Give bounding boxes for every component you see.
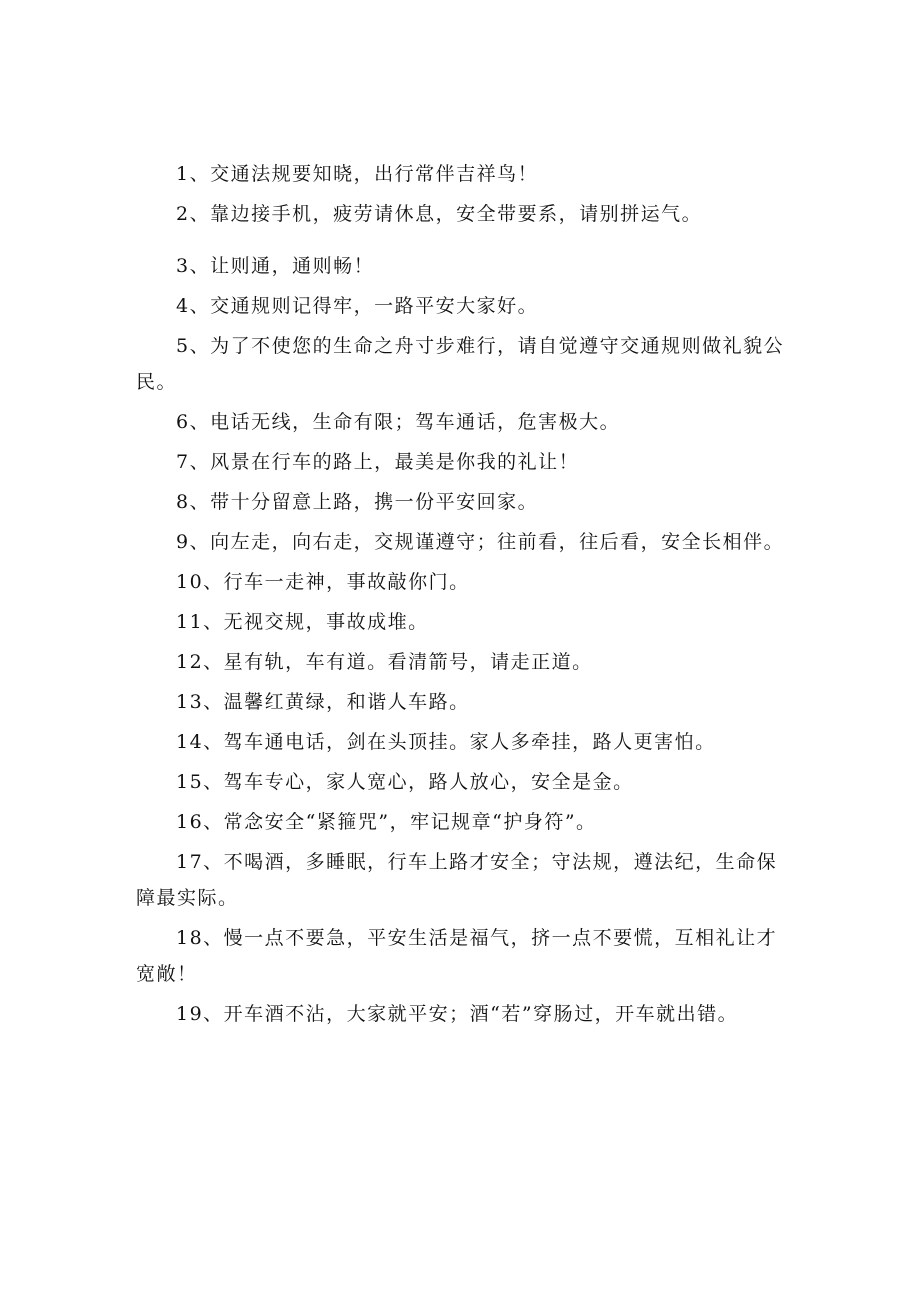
list-item: 3、让则通，通则畅！	[176, 255, 375, 277]
list-item: 8、带十分留意上路，携一份平安回家。	[176, 491, 539, 513]
list-item: 1、交通法规要知晓，出行常伴吉祥鸟！	[176, 163, 539, 185]
list-item: 13、温馨红黄绿，和谐人车路。	[176, 691, 470, 713]
list-item: 6、电话无线，生命有限；驾车通话，危害极大。	[176, 411, 621, 433]
list-item: 7、风景在行车的路上，最美是你我的礼让！	[176, 451, 580, 473]
list-item: 4、交通规则记得牢，一路平安大家好。	[176, 295, 539, 317]
list-item: 5、为了不使您的生命之舟寸步难行，请自觉遵守交通规则做礼貌公民。	[136, 335, 785, 393]
list-item: 11、无视交规，事故成堆。	[176, 611, 429, 633]
list-item: 18、慢一点不要急，平安生活是福气，挤一点不要慌，互相礼让才宽敞！	[136, 927, 778, 985]
list-item: 16、常念安全“紧箍咒”，牢记规章“护身符”。	[176, 811, 597, 833]
list-item: 12、星有轨，车有道。看清箭号，请走正道。	[176, 651, 593, 673]
list-item: 15、驾车专心，家人宽心，路人放心，安全是金。	[176, 771, 634, 793]
list-item: 17、不喝酒，多睡眠，行车上路才安全；守法规，遵法纪，生命保障最实际。	[136, 851, 778, 909]
list-item: 19、开车酒不沾，大家就平安；酒“若”穿肠过，开车就出错。	[176, 1003, 739, 1025]
list-item: 9、向左走，向右走，交规谨遵守；往前看，往后看，安全长相伴。	[176, 531, 785, 553]
list-item: 14、驾车通电话，剑在头顶挂。家人多牵挂，路人更害怕。	[176, 731, 716, 753]
slogan-list	[136, 156, 786, 1036]
list-item: 10、行车一走神，事故敲你门。	[176, 571, 470, 593]
list-item: 2、靠边接手机，疲劳请休息，安全带要系，请别拼运气。	[176, 203, 703, 225]
